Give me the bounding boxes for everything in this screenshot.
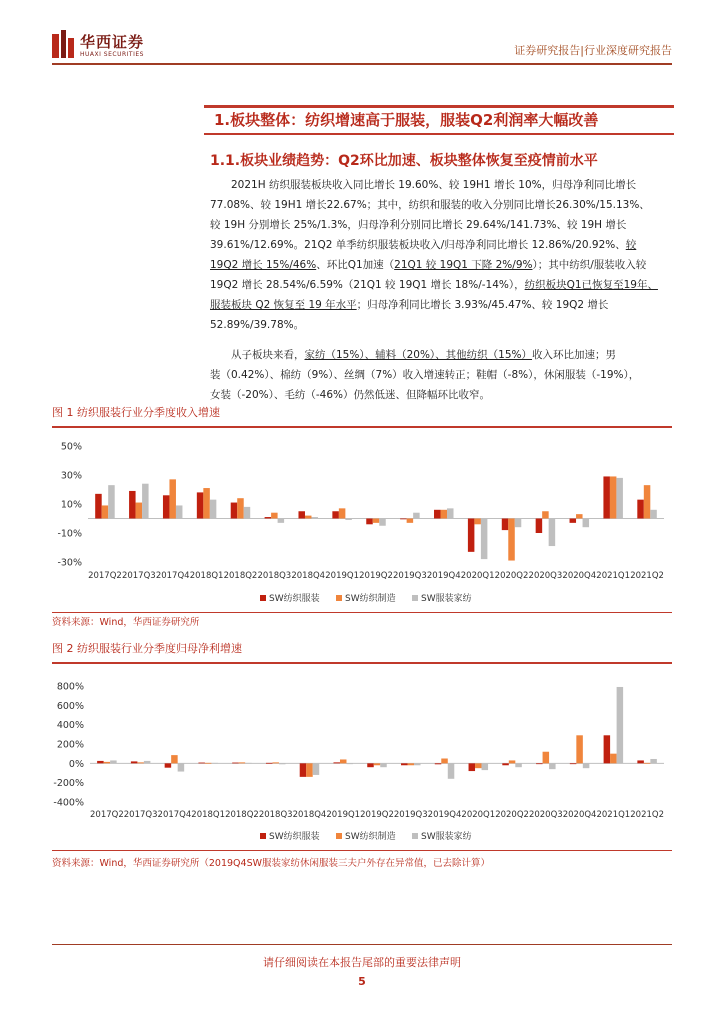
y-tick-label: -400%	[53, 797, 84, 809]
legal-disclaimer: 请仔细阅读在本报告尾部的重要法律声明	[263, 956, 461, 969]
x-category-label: 2017Q4	[157, 810, 192, 820]
x-category-label: 2021Q1	[596, 571, 631, 581]
bar-SW服装家纺-2018Q1	[210, 500, 217, 519]
bar-SW纺织制造-2017Q3	[137, 762, 144, 763]
bar-SW服装家纺-2017Q4	[178, 763, 185, 771]
legend-label: SW服装家纺	[421, 832, 472, 842]
x-category-label: 2020Q3	[528, 571, 563, 581]
net-profit-growth-chart	[52, 664, 672, 848]
legend-swatch	[260, 833, 266, 839]
paragraph-line: 较 19H 分别增长 25%/1.3%，归母净利分别同比增长 29.64%/141.73%、较 19H 增长	[210, 219, 627, 231]
bar-SW纺织服装-2020Q3	[536, 763, 543, 764]
bar-SW纺织服装-2017Q2	[97, 761, 104, 763]
paragraph-line: 19Q2 增长 28.54%/6.59%（21Q1 较 19Q1 增长 18%/-14%），纺织板块Q1已恢复至19年、	[210, 279, 658, 291]
bar-SW纺织服装-2018Q2	[232, 763, 239, 764]
bar-SW纺织服装-2019Q4	[434, 510, 441, 519]
bar-SW纺织制造-2018Q1	[203, 488, 210, 518]
bar-SW纺织服装-2021Q2	[637, 500, 644, 519]
bar-SW纺织制造-2018Q2	[237, 498, 244, 518]
x-category-label: 2018Q4	[292, 810, 327, 820]
x-category-label: 2017Q3	[121, 571, 156, 581]
x-category-label: 2019Q1	[326, 810, 361, 820]
company-name-cn: 华西证券	[80, 33, 145, 51]
bar-SW纺织制造-2020Q2	[509, 760, 516, 763]
y-tick-label: 800%	[56, 681, 84, 693]
figure-2-source: 资料来源：Wind，华西证券研究所（2019Q4SW服装家纺休闲服装三夫户外存在异常值，已去除计算）	[52, 858, 490, 869]
y-tick-label: -30%	[57, 557, 82, 569]
bar-SW纺织服装-2017Q3	[129, 491, 136, 519]
y-tick-label: 600%	[56, 700, 84, 712]
figure-2-frame	[52, 662, 672, 851]
bar-SW纺织服装-2019Q3	[400, 519, 407, 520]
bar-SW服装家纺-2018Q3	[278, 519, 285, 523]
bar-SW纺织服装-2018Q2	[231, 503, 238, 519]
paragraph-line: 39.61%/12.69%。21Q2 单季纺织服装板块收入/归母净利同比增长 12.86%/20.92%、较	[210, 239, 637, 251]
bar-SW纺织服装-2020Q4	[570, 763, 577, 764]
paragraph-line: 女装（-20%）、毛纺（-46%）仍然低迷、但降幅环比收窄。	[210, 389, 491, 401]
paragraph-line: 19Q2 增长 15%/46%、环比Q1加速（21Q1 较 19Q1 下降 2%/9%）；其中纺织/服装收入较	[210, 259, 647, 271]
bar-SW纺织服装-2018Q3	[265, 517, 272, 518]
bar-SW纺织服装-2017Q2	[95, 494, 102, 519]
bar-SW纺织服装-2021Q1	[604, 735, 611, 763]
bar-SW纺织服装-2017Q4	[165, 763, 172, 767]
bar-SW纺织服装-2020Q1	[469, 763, 476, 771]
bar-SW服装家纺-2017Q2	[110, 760, 117, 763]
bar-SW纺织制造-2018Q3	[272, 762, 279, 763]
bar-SW纺织服装-2017Q3	[131, 761, 138, 763]
bar-SW服装家纺-2021Q2	[650, 759, 657, 763]
x-category-label: 2017Q2	[88, 571, 122, 581]
x-category-label: 2019Q4	[426, 571, 461, 581]
x-category-label: 2017Q3	[123, 810, 158, 820]
bar-SW服装家纺-2019Q3	[414, 763, 421, 765]
x-category-label: 2017Q4	[155, 571, 190, 581]
bar-SW服装家纺-2019Q4	[447, 508, 454, 518]
bar-SW纺织制造-2019Q4	[441, 759, 448, 764]
x-category-label: 2020Q2	[494, 571, 529, 581]
bar-SW纺织制造-2018Q1	[205, 763, 212, 764]
bar-SW服装家纺-2020Q4	[583, 763, 590, 768]
bar-SW纺织制造-2019Q1	[339, 508, 346, 518]
y-tick-label: 400%	[56, 720, 84, 732]
x-category-label: 2018Q4	[291, 571, 326, 581]
bar-SW纺织制造-2020Q1	[475, 763, 482, 768]
paragraph-line: 52.89%/39.78%。	[210, 319, 305, 331]
legend-label: SW纺织制造	[345, 832, 396, 842]
figure-1-source: 资料来源：Wind，华西证券研究所	[52, 617, 200, 628]
x-category-label: 2018Q1	[189, 571, 224, 581]
bar-SW服装家纺-2017Q2	[108, 485, 115, 518]
bar-SW纺织服装-2019Q1	[333, 762, 340, 763]
y-tick-label: 200%	[56, 739, 84, 751]
bar-SW纺织制造-2020Q2	[508, 519, 515, 561]
bar-SW纺织服装-2018Q1	[197, 492, 204, 518]
bar-SW服装家纺-2019Q2	[380, 763, 387, 767]
bar-SW纺织服装-2019Q3	[401, 763, 408, 765]
bar-SW服装家纺-2020Q3	[549, 763, 556, 769]
bar-SW纺织制造-2019Q2	[374, 763, 381, 765]
header-divider	[52, 63, 672, 65]
x-category-label: 2020Q1	[461, 810, 496, 820]
x-category-label: 2019Q4	[427, 810, 462, 820]
footer-divider	[52, 944, 672, 945]
x-category-label: 2019Q3	[393, 571, 427, 581]
bar-SW服装家纺-2021Q1	[616, 478, 623, 519]
page-number: 5	[358, 975, 366, 988]
y-tick-label: 30%	[60, 470, 82, 482]
bar-SW纺织服装-2020Q3	[536, 519, 543, 534]
x-category-label: 2018Q1	[191, 810, 226, 820]
bar-SW纺织服装-2018Q1	[198, 763, 205, 764]
bar-SW纺织服装-2018Q3	[266, 763, 273, 764]
y-tick-label: -200%	[53, 778, 84, 790]
bar-SW服装家纺-2020Q4	[583, 519, 590, 528]
x-category-label: 2019Q2	[360, 810, 394, 820]
x-category-label: 2021Q2	[630, 810, 664, 820]
bar-SW纺织制造-2017Q4	[169, 479, 176, 518]
bar-SW服装家纺-2017Q3	[144, 761, 151, 763]
x-category-label: 2019Q2	[359, 571, 393, 581]
bar-SW纺织制造-2017Q2	[104, 762, 111, 763]
figure-1-caption: 图 1 纺织服装行业分季度收入增速	[52, 406, 220, 419]
x-category-label: 2020Q4	[562, 810, 597, 820]
report-type: 证券研究报告|行业深度研究报告	[514, 44, 672, 57]
legend-label: SW服装家纺	[421, 594, 472, 604]
huaxi-logo-icon	[52, 30, 74, 58]
bar-SW纺织制造-2017Q3	[136, 503, 143, 519]
bar-SW纺织制造-2017Q2	[102, 505, 109, 518]
bar-SW服装家纺-2017Q3	[142, 484, 149, 519]
x-category-label: 2018Q3	[257, 571, 292, 581]
bar-SW纺织制造-2020Q1	[474, 519, 481, 525]
bar-SW纺织服装-2019Q2	[367, 763, 374, 767]
bar-SW服装家纺-2018Q2	[244, 507, 251, 519]
bar-SW纺织服装-2020Q2	[502, 519, 509, 531]
bar-SW纺织服装-2020Q1	[468, 519, 475, 552]
paragraph-1	[210, 175, 674, 335]
section-subtitle: 1.1.板块业绩趋势：Q2环比加速、板块整体恢复至疫情前水平	[210, 153, 598, 169]
legend-label: SW纺织服装	[269, 594, 320, 604]
bar-SW服装家纺-2019Q4	[448, 763, 455, 778]
revenue-growth-chart	[52, 428, 672, 610]
bar-SW纺织服装-2018Q4	[298, 511, 305, 518]
bar-SW纺织制造-2018Q2	[239, 762, 246, 763]
bar-SW纺织制造-2020Q3	[543, 752, 550, 764]
bar-SW纺织制造-2018Q4	[306, 763, 313, 777]
bar-SW纺织制造-2018Q3	[271, 513, 278, 519]
paragraph-line: 从子板块来看，家纺（15%）、辅料（20%）、其他纺织（15%）收入环比加速；男	[231, 349, 617, 361]
bar-SW纺织服装-2017Q4	[163, 495, 170, 518]
bar-SW服装家纺-2019Q1	[346, 763, 353, 764]
bar-SW服装家纺-2020Q1	[482, 763, 489, 770]
bar-SW纺织制造-2021Q2	[644, 485, 651, 518]
x-category-label: 2021Q1	[596, 810, 631, 820]
bar-SW纺织服装-2018Q4	[300, 763, 307, 777]
bar-SW服装家纺-2018Q1	[211, 763, 218, 764]
legend-swatch	[336, 833, 342, 839]
bar-SW服装家纺-2018Q2	[245, 763, 252, 764]
bar-SW服装家纺-2019Q1	[345, 519, 352, 520]
bar-SW纺织服装-2019Q1	[332, 511, 339, 518]
bar-SW纺织制造-2019Q3	[407, 519, 414, 523]
x-category-label: 2021Q2	[630, 571, 664, 581]
figure-2-caption: 图 2 纺织服装行业分季度归母净利增速	[52, 642, 242, 655]
bar-SW服装家纺-2020Q2	[515, 763, 522, 767]
bar-SW纺织服装-2019Q4	[435, 763, 442, 764]
bar-SW服装家纺-2020Q3	[549, 519, 556, 547]
bar-SW服装家纺-2018Q4	[313, 763, 320, 775]
bar-SW纺织制造-2021Q1	[610, 754, 617, 764]
bar-SW纺织制造-2019Q4	[441, 510, 448, 519]
legend-label: SW纺织制造	[345, 594, 396, 604]
paragraph-line: 77.08%、较 19H1 增长22.67%；其中，纺织和服装的收入分别同比增长26.30%/15.13%、	[210, 199, 650, 211]
x-category-label: 2019Q3	[393, 810, 428, 820]
bar-SW纺织制造-2019Q2	[373, 519, 380, 523]
y-tick-label: 50%	[60, 441, 82, 453]
bar-SW服装家纺-2017Q4	[176, 505, 183, 518]
paragraph-line: 服装板块 Q2 恢复至 19 年水平；归母净利同比增长 3.93%/45.47%、较 19Q2 增长	[210, 299, 609, 311]
bar-SW服装家纺-2019Q2	[379, 519, 386, 526]
y-tick-label: -10%	[57, 528, 82, 540]
bar-SW纺织服装-2019Q2	[366, 519, 373, 525]
bar-SW服装家纺-2021Q2	[650, 510, 657, 519]
bar-SW纺织制造-2020Q4	[576, 735, 583, 763]
bar-SW纺织制造-2018Q4	[305, 516, 312, 519]
legend-swatch	[336, 595, 342, 601]
paragraph-line: 装（0.42%）、棉纺（9%）、丝绸（7%）收入增速转正；鞋帽（-8%），休闲服装（-19%），	[210, 369, 640, 381]
bar-SW纺织制造-2020Q4	[576, 514, 583, 518]
x-category-label: 2018Q2	[223, 571, 258, 581]
bar-SW纺织制造-2019Q3	[408, 763, 415, 765]
company-name-en: HUAXI SECURITIES	[80, 51, 144, 58]
x-category-label: 2020Q4	[562, 571, 597, 581]
bar-SW纺织服装-2020Q4	[570, 519, 577, 523]
section-title: 1.板块整体：纺织增速高于服装，服装Q2利润率大幅改善	[204, 105, 674, 135]
paragraph-2	[210, 345, 674, 405]
legend-swatch	[412, 595, 418, 601]
y-tick-label: 10%	[60, 499, 82, 511]
paragraph-line: 2021H 纺织服装板块收入同比增长 19.60%、较 19H1 增长 10%，归母净利同比增长	[231, 179, 637, 191]
bar-SW服装家纺-2018Q4	[311, 517, 318, 518]
y-tick-label: 0%	[68, 758, 84, 770]
bar-SW服装家纺-2020Q2	[515, 519, 522, 528]
bar-SW纺织服装-2021Q1	[603, 476, 610, 518]
x-category-label: 2020Q1	[460, 571, 495, 581]
figure-1-frame	[52, 426, 672, 613]
bar-SW纺织制造-2021Q2	[644, 763, 651, 764]
x-category-label: 2020Q2	[495, 810, 529, 820]
bar-SW纺织制造-2019Q1	[340, 759, 347, 763]
x-category-label: 2018Q2	[225, 810, 259, 820]
bar-SW纺织服装-2020Q2	[502, 763, 509, 765]
bar-SW纺织制造-2020Q3	[542, 511, 549, 518]
x-category-label: 2019Q1	[325, 571, 359, 581]
x-category-label: 2017Q2	[90, 810, 124, 820]
bar-SW纺织制造-2017Q4	[171, 755, 178, 763]
legend-swatch	[260, 595, 266, 601]
legend-swatch	[412, 833, 418, 839]
bar-SW服装家纺-2021Q1	[617, 687, 624, 763]
bar-SW服装家纺-2018Q3	[279, 763, 286, 764]
bar-SW服装家纺-2020Q1	[481, 519, 488, 560]
x-category-label: 2018Q3	[258, 810, 293, 820]
bar-SW纺织制造-2021Q1	[610, 476, 617, 518]
legend-label: SW纺织服装	[269, 832, 320, 842]
bar-SW纺织服装-2021Q2	[637, 760, 644, 763]
x-category-label: 2020Q3	[528, 810, 563, 820]
bar-SW服装家纺-2019Q3	[413, 513, 420, 519]
